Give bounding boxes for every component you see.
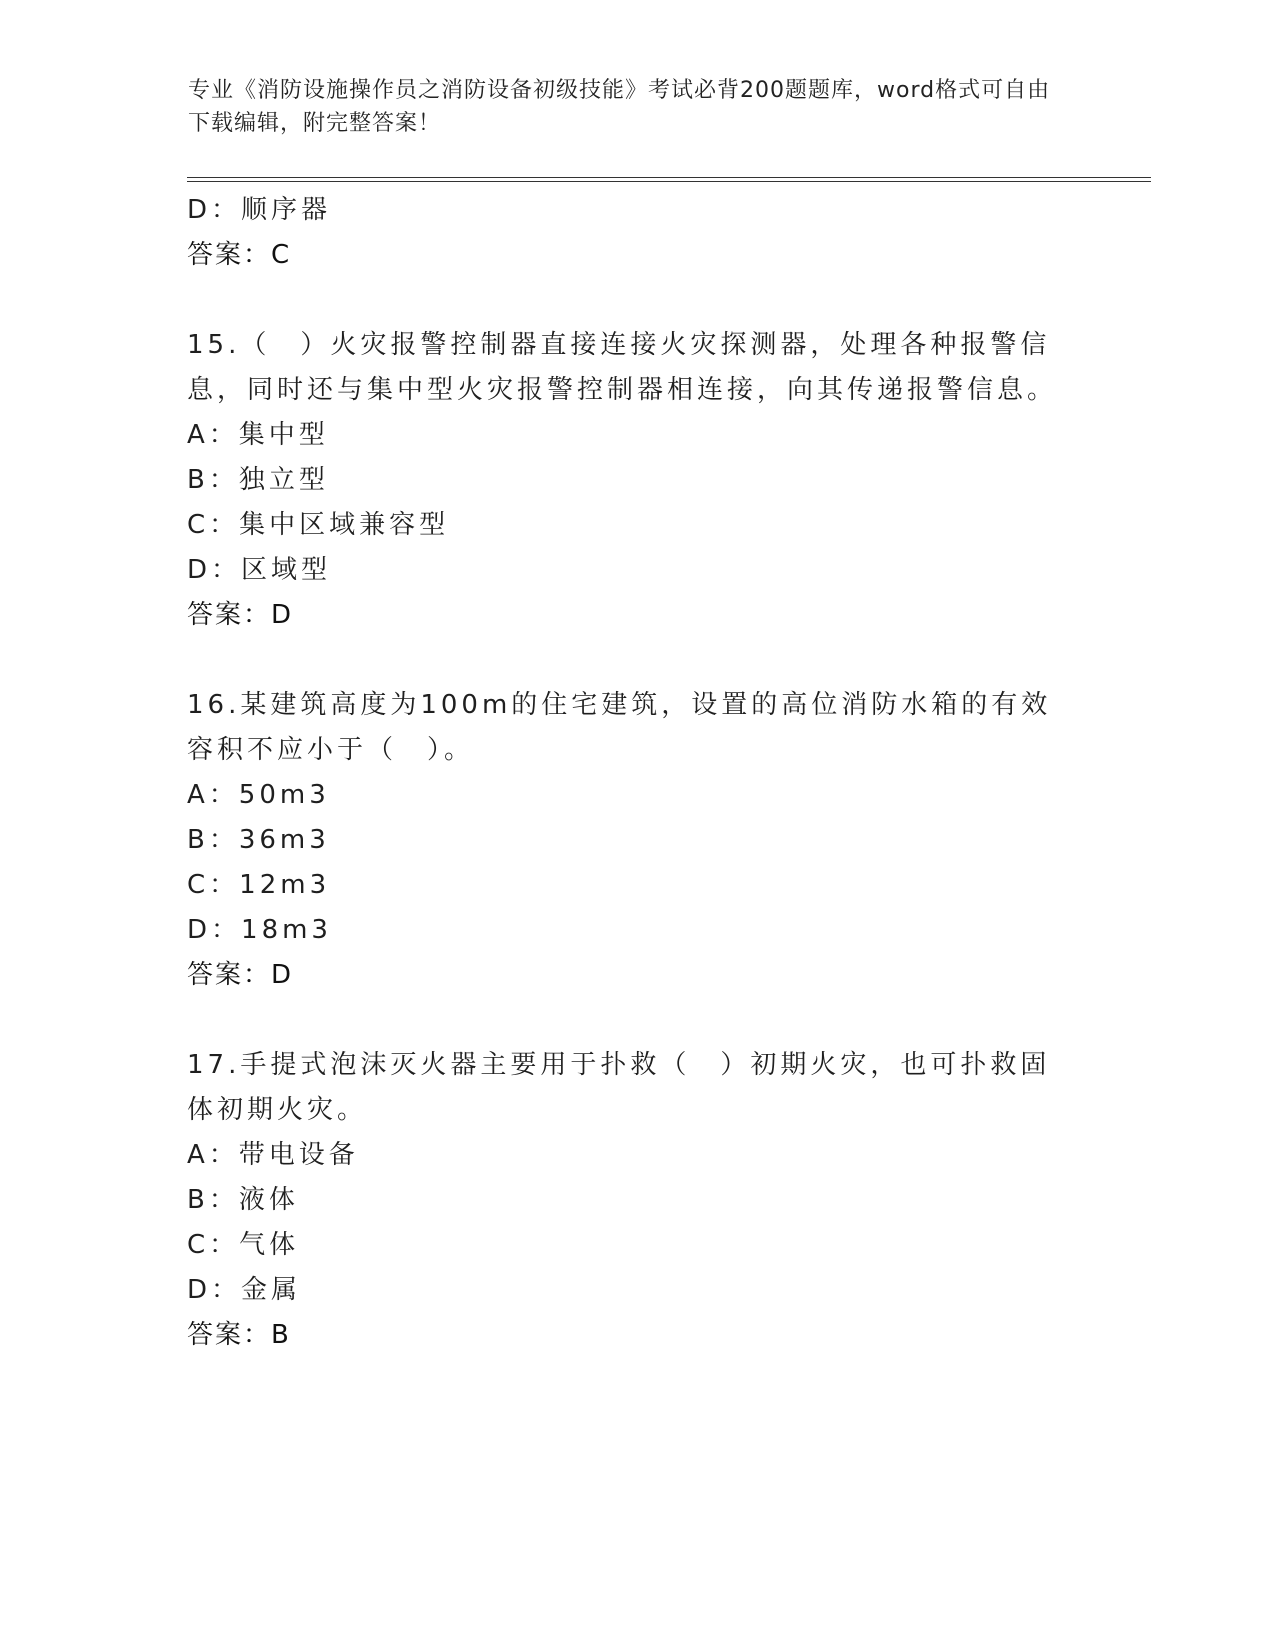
question-15: [187, 323, 1087, 638]
answer-line: 答案：C: [187, 240, 292, 270]
option-d: D：金属: [187, 1275, 302, 1305]
question-17: [187, 1043, 1087, 1358]
header-divider-bottom: [187, 181, 1151, 182]
option-b: B：独立型: [187, 465, 329, 495]
option-a: A：带电设备: [187, 1140, 359, 1170]
option-a: A：50m3: [187, 780, 330, 810]
option-c: C：集中区域兼容型: [187, 510, 450, 540]
question-16: [187, 683, 1087, 998]
option-d: D：18m3: [187, 915, 332, 945]
spacer: [187, 638, 1087, 683]
option-b: B：液体: [187, 1185, 299, 1215]
spacer: [187, 998, 1087, 1043]
question-stem: 16.某建筑高度为100m的住宅建筑，设置的高位消防水箱的有效容积不应小于（ ）。: [187, 690, 1052, 765]
header-divider-top: [187, 177, 1151, 178]
question-stem: 17.手提式泡沫灭火器主要用于扑救（ ）初期火灾，也可扑救固体初期火灾。: [187, 1050, 1051, 1125]
answer-line: 答案：B: [187, 1320, 291, 1350]
spacer: [187, 278, 1087, 323]
option-b: B：36m3: [187, 825, 330, 855]
page-header: 专业《消防设施操作员之消防设备初级技能》考试必背200题题库，word格式可自由下载编辑，附完整答案！: [188, 78, 1051, 136]
option-d: D：顺序器: [187, 195, 332, 225]
option-c: C：12m3: [187, 870, 331, 900]
option-d: D：区域型: [187, 555, 332, 585]
answer-line: 答案：D: [187, 600, 294, 630]
answer-line: 答案：D: [187, 960, 294, 990]
question-stem: 15.（ ）火灾报警控制器直接连接火灾探测器，处理各种报警信息，同时还与集中型火灾报警控制器相连接，向其传递报警信息。: [187, 330, 1058, 405]
option-a: A：集中型: [187, 420, 329, 450]
option-c: C：气体: [187, 1230, 300, 1260]
question-list: [187, 188, 1087, 1358]
